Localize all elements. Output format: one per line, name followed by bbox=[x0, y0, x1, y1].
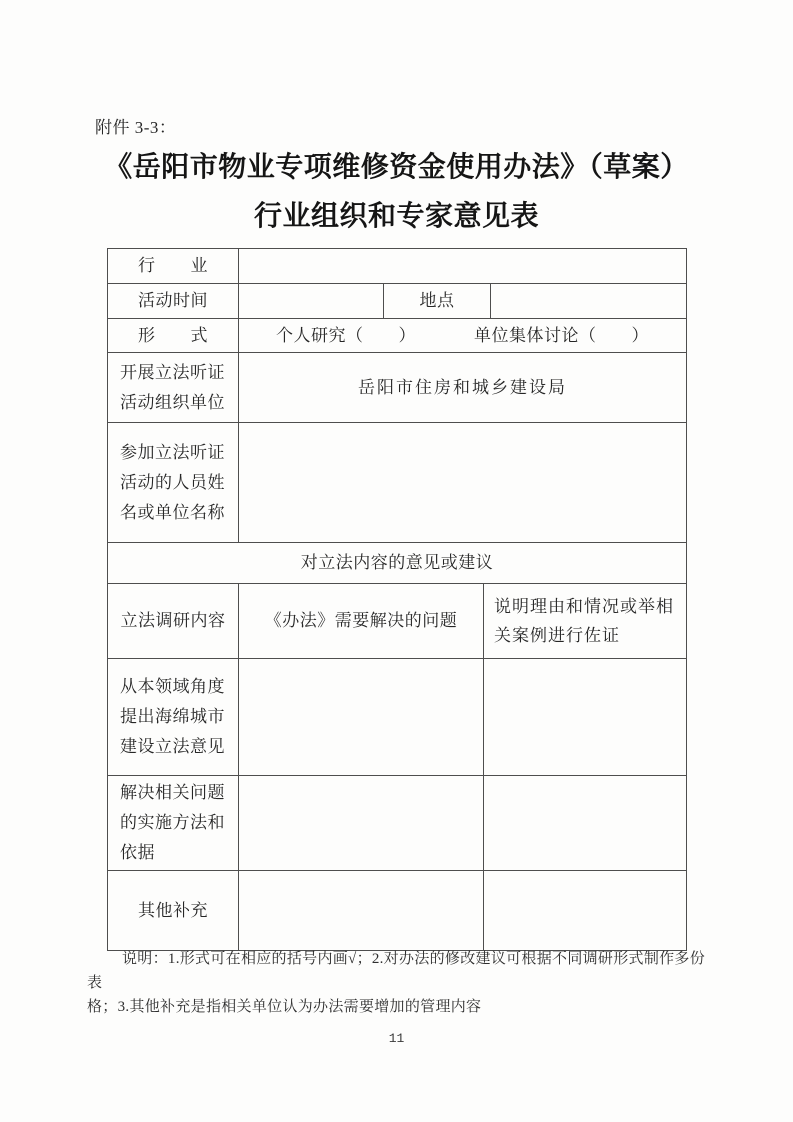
method-reason-cell[interactable] bbox=[484, 776, 686, 870]
opinion-col1-header: 立法调研内容 bbox=[108, 584, 239, 658]
table-row-industry bbox=[108, 249, 686, 284]
sponge-opinion-problem-cell[interactable] bbox=[239, 659, 484, 775]
other-reason-cell[interactable] bbox=[484, 871, 686, 950]
organizer-value: 岳阳市住房和城乡建设局 bbox=[358, 377, 567, 397]
location-value-cell[interactable] bbox=[491, 284, 686, 318]
form-note-line2: 格；3.其他补充是指相关单位认为办法需要增加的管理内容 bbox=[87, 999, 482, 1015]
location-label: 地点 bbox=[384, 284, 491, 318]
table-row-other bbox=[108, 871, 686, 950]
table-row-activity-time bbox=[108, 284, 686, 319]
table-row-format bbox=[108, 319, 686, 353]
page-number: 11 bbox=[388, 1031, 405, 1046]
sponge-opinion-label: 从本领域角度提出海绵城市建设立法意见 bbox=[108, 659, 239, 775]
method-label: 解决相关问题的实施方法和依据 bbox=[108, 776, 239, 870]
format-label: 形 式 bbox=[108, 319, 239, 352]
method-problem-cell[interactable] bbox=[239, 776, 484, 870]
participants-value-cell[interactable] bbox=[239, 423, 686, 542]
opinion-form-table bbox=[107, 248, 687, 951]
table-row-organizer bbox=[108, 353, 686, 423]
table-row-participants bbox=[108, 423, 686, 543]
other-label: 其他补充 bbox=[108, 871, 239, 950]
sponge-opinion-reason-cell[interactable] bbox=[484, 659, 686, 775]
organizer-label: 开展立法听证活动组织单位 bbox=[108, 353, 239, 422]
document-title-line2: 行业组织和专家意见表 bbox=[253, 201, 539, 232]
opinion-col2-header: 《办法》需要解决的问题 bbox=[239, 584, 484, 658]
document-title-line1: 《岳阳市物业专项维修资金使用办法》（草案） bbox=[104, 152, 689, 183]
form-notes bbox=[87, 947, 709, 1019]
industry-value-cell[interactable] bbox=[239, 249, 686, 283]
format-option-group[interactable]: 单位集体讨论（ ） bbox=[474, 325, 649, 345]
activity-time-value-cell[interactable] bbox=[239, 284, 384, 318]
opinion-col3-header: 说明理由和情况或举相关案例进行佐证 bbox=[494, 597, 674, 645]
table-row-opinion-section-title bbox=[108, 543, 686, 584]
other-problem-cell[interactable] bbox=[239, 871, 484, 950]
industry-label: 行 业 bbox=[108, 249, 239, 283]
attachment-label: 附件 3-3： bbox=[95, 118, 177, 137]
table-row-sponge-opinion bbox=[108, 659, 686, 776]
format-options-cell bbox=[239, 319, 686, 352]
table-row-opinion-headers bbox=[108, 584, 686, 659]
form-note-line1: 说明：1.形式可在相应的括号内画√；2.对办法的修改建议可根据不同调研形式制作多份表 bbox=[87, 951, 706, 991]
opinion-section-title: 对立法内容的意见或建议 bbox=[300, 553, 494, 572]
activity-time-label: 活动时间 bbox=[108, 284, 239, 318]
participants-label: 参加立法听证活动的人员姓名或单位名称 bbox=[108, 423, 239, 542]
format-option-individual[interactable]: 个人研究（ ） bbox=[276, 325, 416, 345]
table-row-method bbox=[108, 776, 686, 871]
